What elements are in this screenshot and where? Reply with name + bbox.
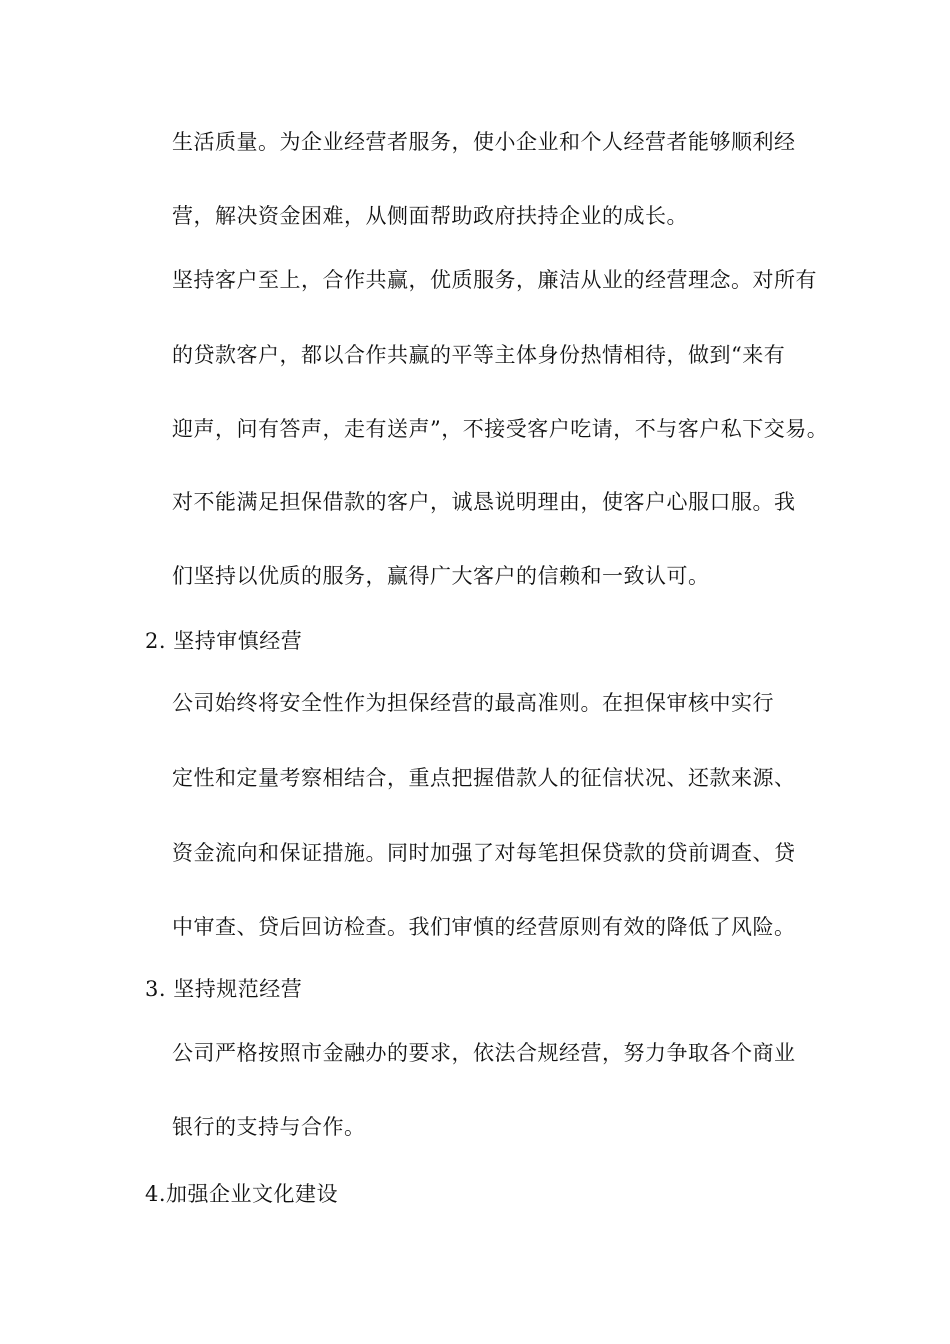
paragraph-line: 迎声，问有答声，走有送声”，不接受客户吃请，不与客户私下交易。 [172,417,829,441]
section-heading-2: 2. 坚持审慎经营 [145,629,303,653]
paragraph-line: 资金流向和保证措施。同时加强了对每笔担保贷款的贷前调查、贷 [172,841,796,865]
section-heading-3: 3. 坚持规范经营 [145,977,303,1001]
paragraph-line: 中审查、贷后回访检查。我们审慎的经营原则有效的降低了风险。 [172,915,796,939]
paragraph-line: 银行的支持与合作。 [172,1115,366,1139]
paragraph-line: 生活质量。为企业经营者服务，使小企业和个人经营者能够顺利经 [172,130,796,154]
paragraph-line: 们坚持以优质的服务，赢得广大客户的信赖和一致认可。 [172,564,710,588]
paragraph-line: 定性和定量考察相结合，重点把握借款人的征信状况、还款来源、 [172,766,796,790]
paragraph-line: 的贷款客户，都以合作共赢的平等主体身份热情相待，做到“来有 [172,343,786,367]
paragraph-line: 营，解决资金困难，从侧面帮助政府扶持企业的成长。 [172,204,688,228]
paragraph-line: 公司严格按照市金融办的要求，依法合规经营，努力争取各个商业 [172,1041,796,1065]
paragraph-line: 对不能满足担保借款的客户，诚恳说明理由，使客户心服口服。我 [172,490,796,514]
paragraph-line: 坚持客户至上，合作共赢，优质服务，廉洁从业的经营理念。对所有 [172,268,817,292]
paragraph-line: 公司始终将安全性作为担保经营的最高准则。在担保审核中实行 [172,691,774,715]
section-heading-4: 4.加强企业文化建设 [145,1182,339,1206]
